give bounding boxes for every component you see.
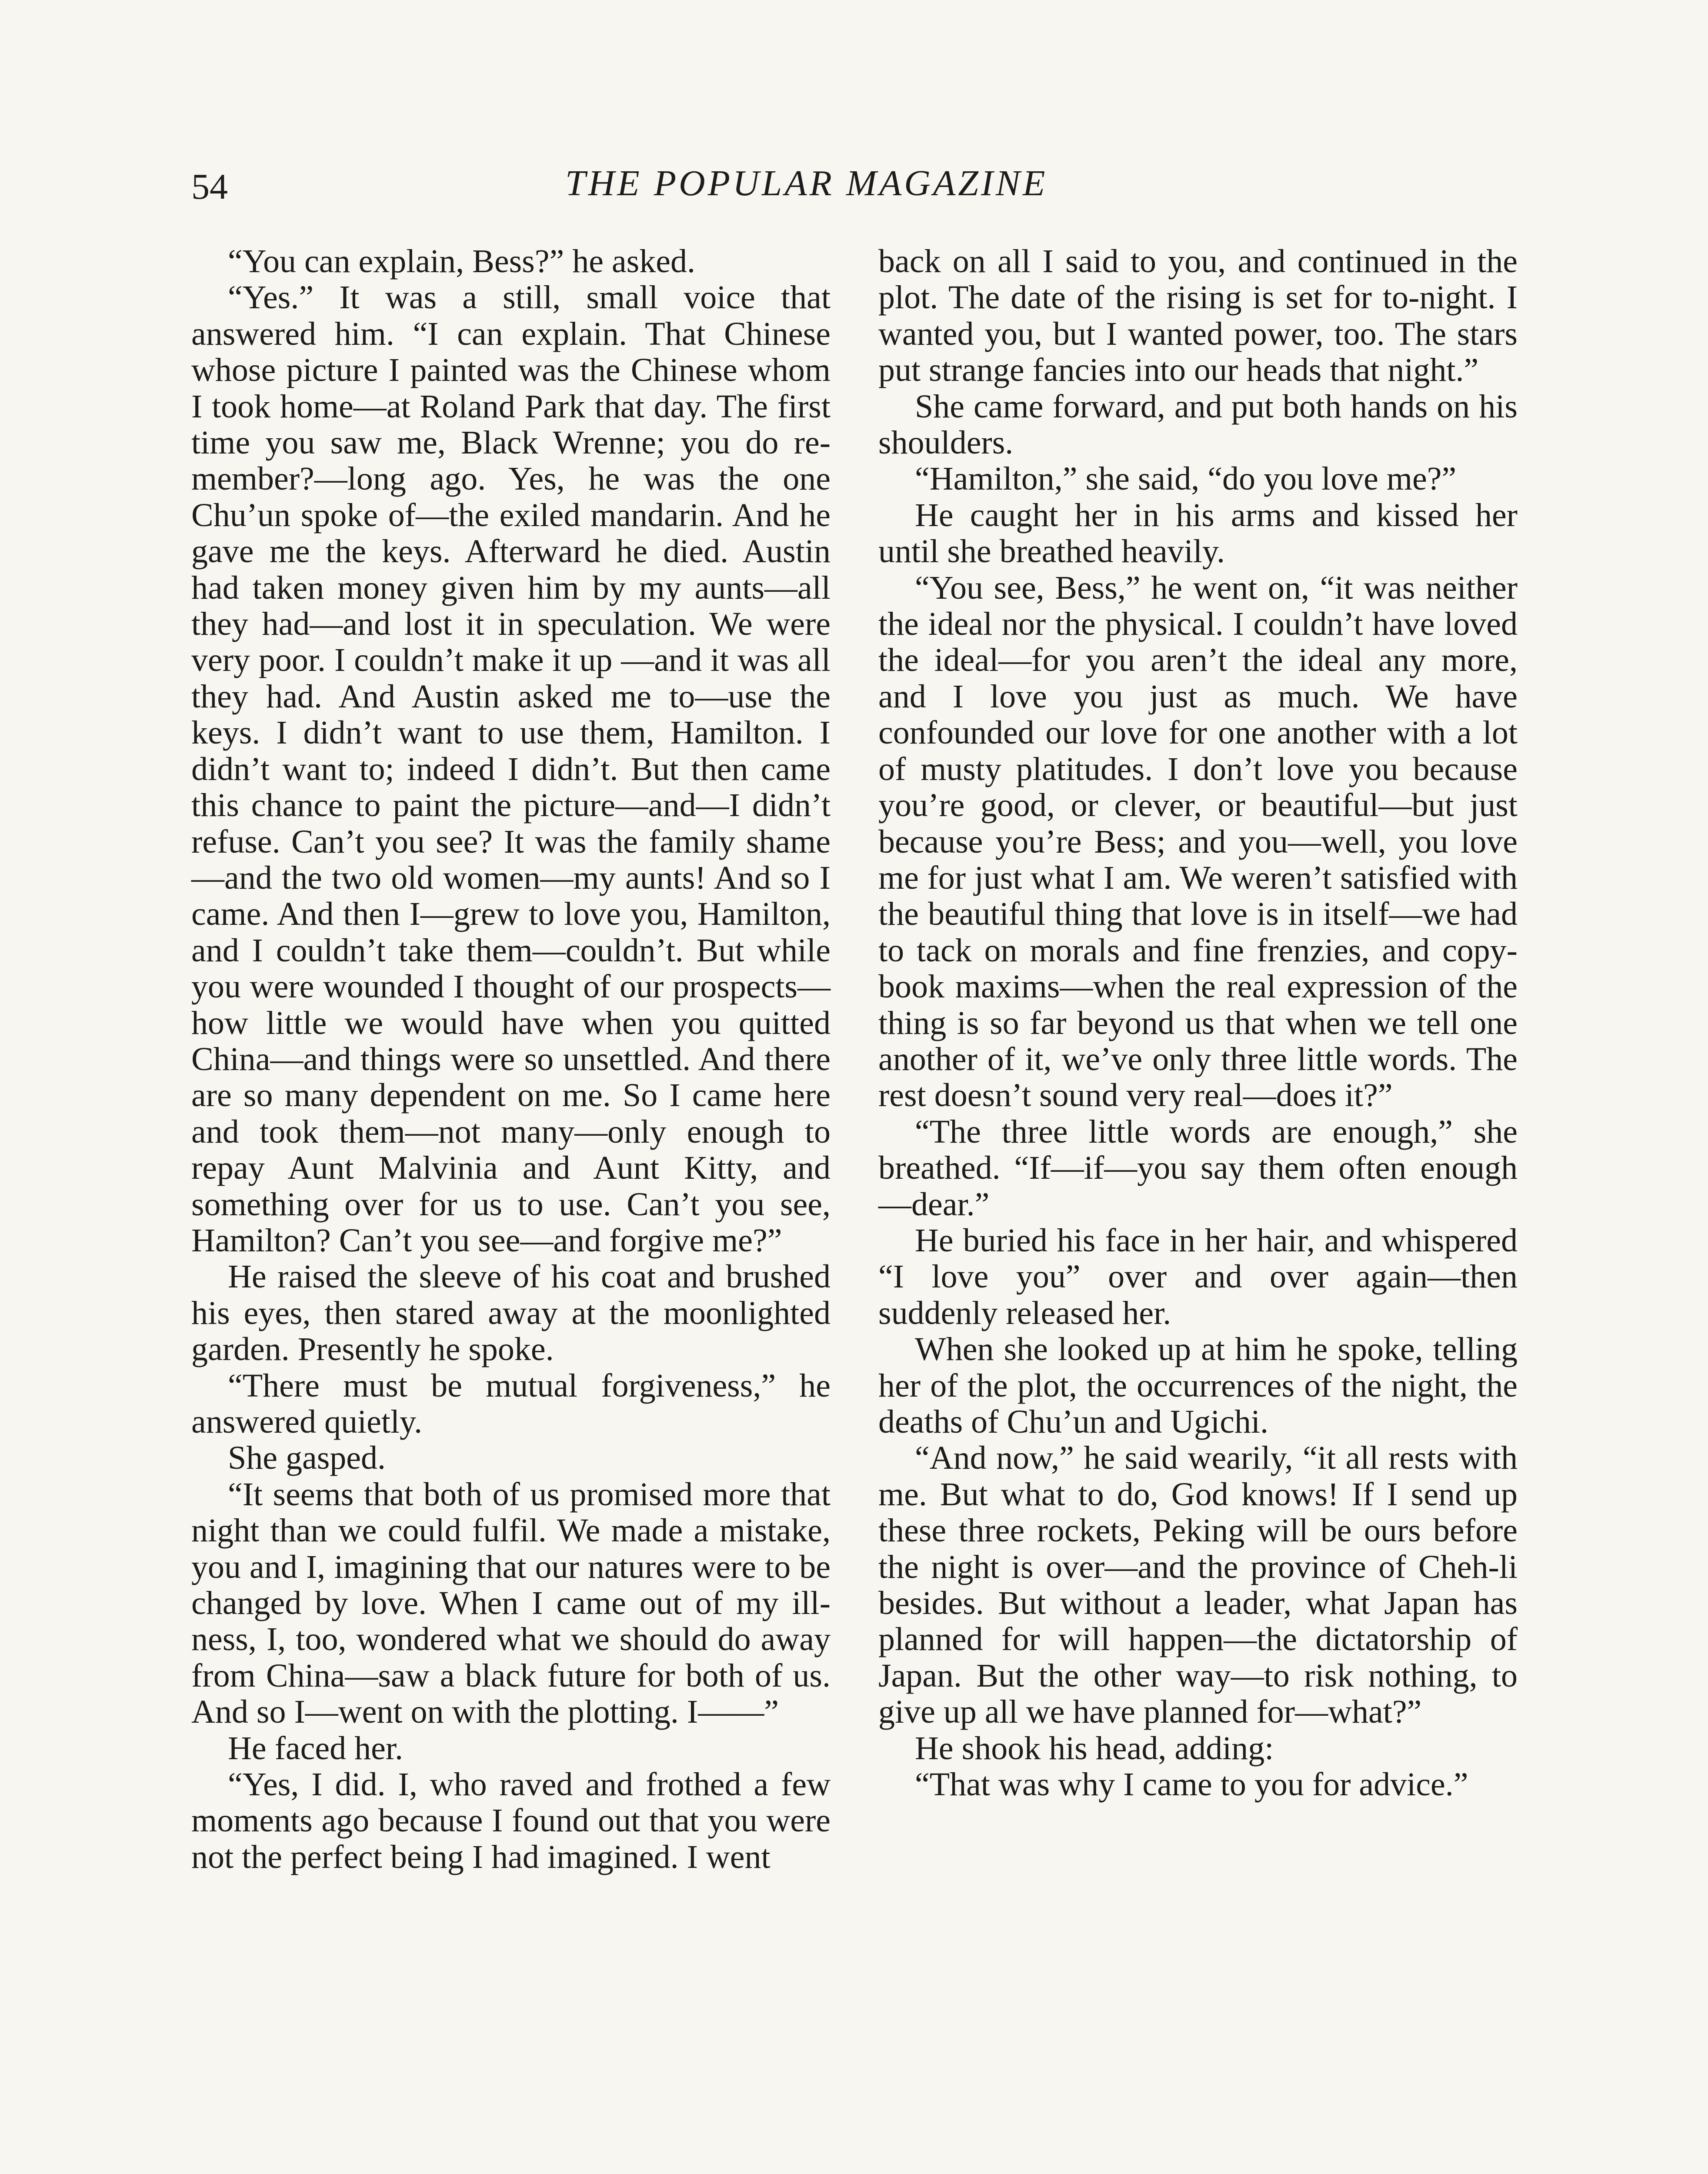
paragraph: “It seems that both of us promised more that night than we could fulfil. We made a mistake, you and I, imagining that our natures were to be changed by love. When I came out of my illness, I, too, wondered what we should do away from China—saw a black future for both of us. And so I—went on with the plotting. I——” <box>191 1476 831 1731</box>
paragraph: She came forward, and put both hands on his shoulders. <box>878 388 1518 461</box>
page-number: 54 <box>191 167 228 207</box>
paragraph: “And now,” he said wearily, “it all rests with me. But what to do, God knows! If I send up these three rockets, Peking will be ours before the night is over—and the province of Cheh-li besides. But without a leader, what Japan has planned for will happen—the dictatorship of Japan. But the other way—to risk nothing, to give up all we have planned for—what?” <box>878 1440 1518 1731</box>
paragraph: He faced her. <box>228 1730 403 1767</box>
left-column <box>191 243 831 1875</box>
paragraph: “You see, Bess,” he went on, “it was neither the ideal nor the physical. I couldn’t have loved the ideal—for you aren’t the ideal any more, and I love you just as much. We have confounded our love for one another with a lot of musty platitudes. I don’t love you because you’re good, or clever, or beautiful—but just because you’re Bess; and you—well, you love me for just what I am. We weren’t satisfied with the beautiful thing that love is in itself—we had to tack on morals and fine frenzies, and copy-book maxims—when the real expression of the thing is so far beyond us that when we tell one another of it, we’ve only three little words. The rest doesn’t sound very real—does it?” <box>878 569 1518 1114</box>
paragraph: He caught her in his arms and kissed her until she breathed heavily. <box>878 497 1518 570</box>
paragraph: “The three little words are enough,” she breathed. “If—if—you say them often enough—dear.” <box>878 1113 1518 1223</box>
paragraph: “That was why I came to you for advice.” <box>915 1766 1468 1803</box>
paragraph: He buried his face in her hair, and whispered “I love you” over and over again—then suddenly released her. <box>878 1222 1518 1331</box>
paragraph: He shook his head, adding: <box>915 1730 1274 1767</box>
running-title: THE POPULAR MAGAZINE <box>565 163 1048 203</box>
paragraph: “You can explain, Bess?” he asked. <box>228 243 695 280</box>
paragraph: “Yes, I did. I, who raved and frothed a few moments ago because I found out that you were not the perfect being I had imagined. I went <box>191 1766 831 1875</box>
paragraph: “Hamilton,” she said, “do you love me?” <box>915 460 1457 497</box>
paragraph: “Yes.” It was a still, small voice that answered him. “I can explain. That Chinese whose picture I painted was the Chinese whom I took home—at Roland Park that day. The first time you saw me, Black Wrenne; you do remember?—long ago. Yes, he was the one Chu’un spoke of—the exiled mandarin. And he gave me the keys. Afterward he died. Austin had taken money given him by my aunts—all they had—and lost it in speculation. We were very poor. I couldn’t make it up —and it was all they had. And Austin asked me to—use the keys. I didn’t want to use them, Hamilton. I didn’t want to; indeed I didn’t. But then came this chance to paint the picture—and—I didn’t refuse. Can’t you see? It was the family shame—and the two old women—my aunts! And so I came. And then I—grew to love you, Hamilton, and I couldn’t take them—couldn’t. But while you were wounded I thought of our prospects—how little we would have when you quitted China—and things were so unsettled. And there are so many dependent on me. So I came here and took them—not many—only enough to repay Aunt Malvinia and Aunt Kitty, and something over for us to use. Can’t you see, Hamilton? Can’t you see—and forgive me?” <box>191 279 831 1259</box>
paragraph: She gasped. <box>228 1440 386 1477</box>
paragraph-continued: back on all I said to you, and continued in the plot. The date of the rising is set for to-night. I wanted you, but I wanted power, too. The stars put strange fancies into our heads that night.” <box>878 243 1518 389</box>
paragraph: “There must be mutual forgiveness,” he answered quietly. <box>191 1367 831 1440</box>
paragraph: When she looked up at him he spoke, telling her of the plot, the occurrences of the night, the deaths of Chu’un and Ugichi. <box>878 1331 1518 1440</box>
right-column <box>878 243 1518 1803</box>
paragraph: He raised the sleeve of his coat and brushed his eyes, then stared away at the moonlighted garden. Presently he spoke. <box>191 1258 831 1368</box>
